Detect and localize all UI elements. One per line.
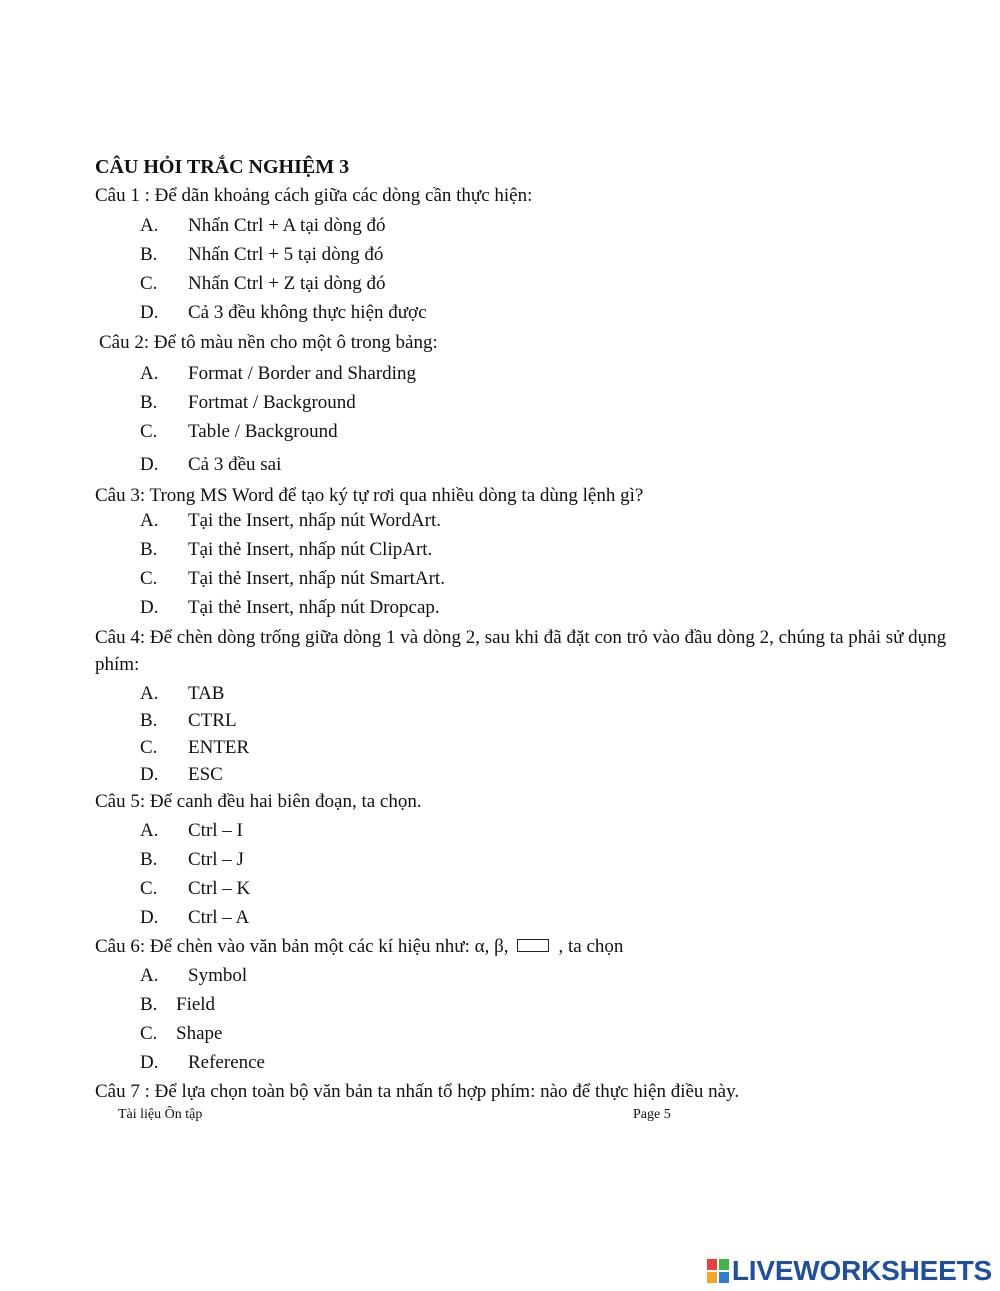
option-text: Table / Background: [188, 421, 338, 442]
question-7: Câu 7 : Để lựa chọn toàn bộ văn bản ta nhấn tổ hợp phím: nào để thực hiện điều này.: [95, 1081, 740, 1102]
option-text: Ctrl – A: [188, 907, 250, 928]
question-6-option-b[interactable]: [140, 993, 215, 1017]
question-6-text-before: Câu 6: Để chèn vào văn bản một các kí hiệu như: α, β,: [95, 936, 509, 957]
option-letter: C.: [140, 878, 158, 899]
option-text: Cả 3 đều không thực hiện được: [188, 302, 427, 323]
option-text: Fortmat / Background: [188, 392, 356, 413]
question-4-option-c[interactable]: [140, 736, 249, 760]
option-letter: A.: [140, 820, 159, 841]
option-letter: B.: [140, 994, 158, 1015]
question-6-text-after: , ta chọn: [558, 936, 624, 957]
option-letter: D.: [140, 302, 159, 323]
question-4-option-d[interactable]: [140, 763, 223, 787]
liveworksheets-mark-icon: [707, 1259, 729, 1283]
option-text: Nhấn Ctrl + Z tại dòng đó: [188, 273, 386, 294]
option-letter: A.: [140, 510, 159, 531]
option-letter: C.: [140, 421, 158, 442]
question-6-option-c[interactable]: [140, 1022, 222, 1046]
option-text: Reference: [188, 1052, 265, 1073]
option-text: Symbol: [188, 965, 248, 986]
question-1-option-d[interactable]: [140, 301, 427, 325]
question-3: Câu 3: Trong MS Word để tạo ký tự rơi qua nhiều dòng ta dùng lệnh gì?: [95, 485, 644, 506]
option-letter: A.: [140, 363, 159, 384]
question-4-option-b[interactable]: [140, 709, 237, 733]
option-text: Tại thẻ Insert, nhấp nút Dropcap.: [188, 597, 440, 618]
question-2: Câu 2: Để tô màu nền cho một ô trong bảng:: [99, 332, 438, 353]
option-letter: D.: [140, 454, 159, 475]
question-2-option-d[interactable]: [140, 453, 281, 477]
question-2-option-b[interactable]: [140, 391, 356, 415]
option-letter: D.: [140, 597, 159, 618]
liveworksheets-wordmark: LIVEWORKSHEETS: [731, 1255, 992, 1286]
option-letter: B.: [140, 244, 158, 265]
option-text: ENTER: [188, 737, 250, 758]
question-6-option-d[interactable]: [140, 1051, 265, 1075]
question-5-option-b[interactable]: [140, 848, 244, 872]
option-letter: C.: [140, 737, 158, 758]
option-text: Format / Border and Sharding: [188, 363, 416, 384]
question-3-option-d[interactable]: [140, 596, 440, 620]
question-5-option-a[interactable]: [140, 819, 243, 843]
question-5-option-c[interactable]: [140, 877, 250, 901]
option-text: TAB: [188, 683, 225, 704]
option-letter: B.: [140, 392, 158, 413]
page-title: CÂU HỎI TRẮC NGHIỆM 3: [95, 156, 350, 178]
option-letter: C.: [140, 1023, 158, 1044]
question-1-option-a[interactable]: [140, 214, 386, 238]
option-letter: D.: [140, 907, 159, 928]
option-letter: A.: [140, 683, 159, 704]
option-letter: C.: [140, 568, 158, 589]
option-letter: D.: [140, 1052, 159, 1073]
question-4-option-a[interactable]: [140, 682, 224, 706]
option-letter: B.: [140, 849, 158, 870]
option-letter: B.: [140, 710, 158, 731]
option-text: Ctrl – J: [188, 849, 244, 870]
footer-page-number: Page 5: [633, 1107, 671, 1122]
option-text: Field: [176, 994, 216, 1015]
question-5: Câu 5: Để canh đều hai biên đoạn, ta chọn.: [95, 791, 422, 812]
option-letter: C.: [140, 273, 158, 294]
question-2-option-c[interactable]: [140, 420, 338, 444]
option-text: Tại thẻ Insert, nhấp nút ClipArt.: [188, 539, 433, 560]
question-3-option-b[interactable]: [140, 538, 432, 562]
option-text: Tại thẻ Insert, nhấp nút SmartArt.: [188, 568, 445, 589]
option-text: Shape: [176, 1023, 223, 1044]
question-5-option-d[interactable]: [140, 906, 249, 930]
option-letter: A.: [140, 215, 159, 236]
option-letter: D.: [140, 764, 159, 785]
option-text: Ctrl – K: [188, 878, 251, 899]
question-1: Câu 1 : Để dãn khoảng cách giữa các dòng cần thực hiện:: [95, 185, 533, 206]
option-letter: B.: [140, 539, 158, 560]
question-4: Câu 4: Để chèn dòng trống giữa dòng 1 và dòng 2, sau khi đã đặt con trỏ vào đầu dòng 2, chúng ta phải sử dụng phím:: [95, 627, 947, 675]
option-text: ESC: [188, 764, 223, 785]
empty-box-symbol: [517, 939, 549, 952]
question-1-option-b[interactable]: [140, 243, 383, 267]
option-text: Tại the Insert, nhấp nút WordArt.: [188, 510, 441, 531]
footer-doc-title: Tài liệu Ôn tập: [118, 1107, 203, 1122]
question-3-option-a[interactable]: [140, 509, 441, 533]
option-text: Nhấn Ctrl + A tại dòng đó: [188, 215, 386, 236]
option-text: Cả 3 đều sai: [188, 454, 282, 475]
question-3-option-c[interactable]: [140, 567, 445, 591]
option-letter: A.: [140, 965, 159, 986]
option-text: Ctrl – I: [188, 820, 243, 841]
question-2-option-a[interactable]: [140, 362, 416, 386]
question-6-option-a[interactable]: [140, 964, 247, 988]
option-text: CTRL: [188, 710, 237, 731]
option-text: Nhấn Ctrl + 5 tại dòng đó: [188, 244, 384, 265]
liveworksheets-logo: [707, 1256, 992, 1286]
question-6: [95, 933, 623, 960]
question-1-option-c[interactable]: [140, 272, 386, 296]
